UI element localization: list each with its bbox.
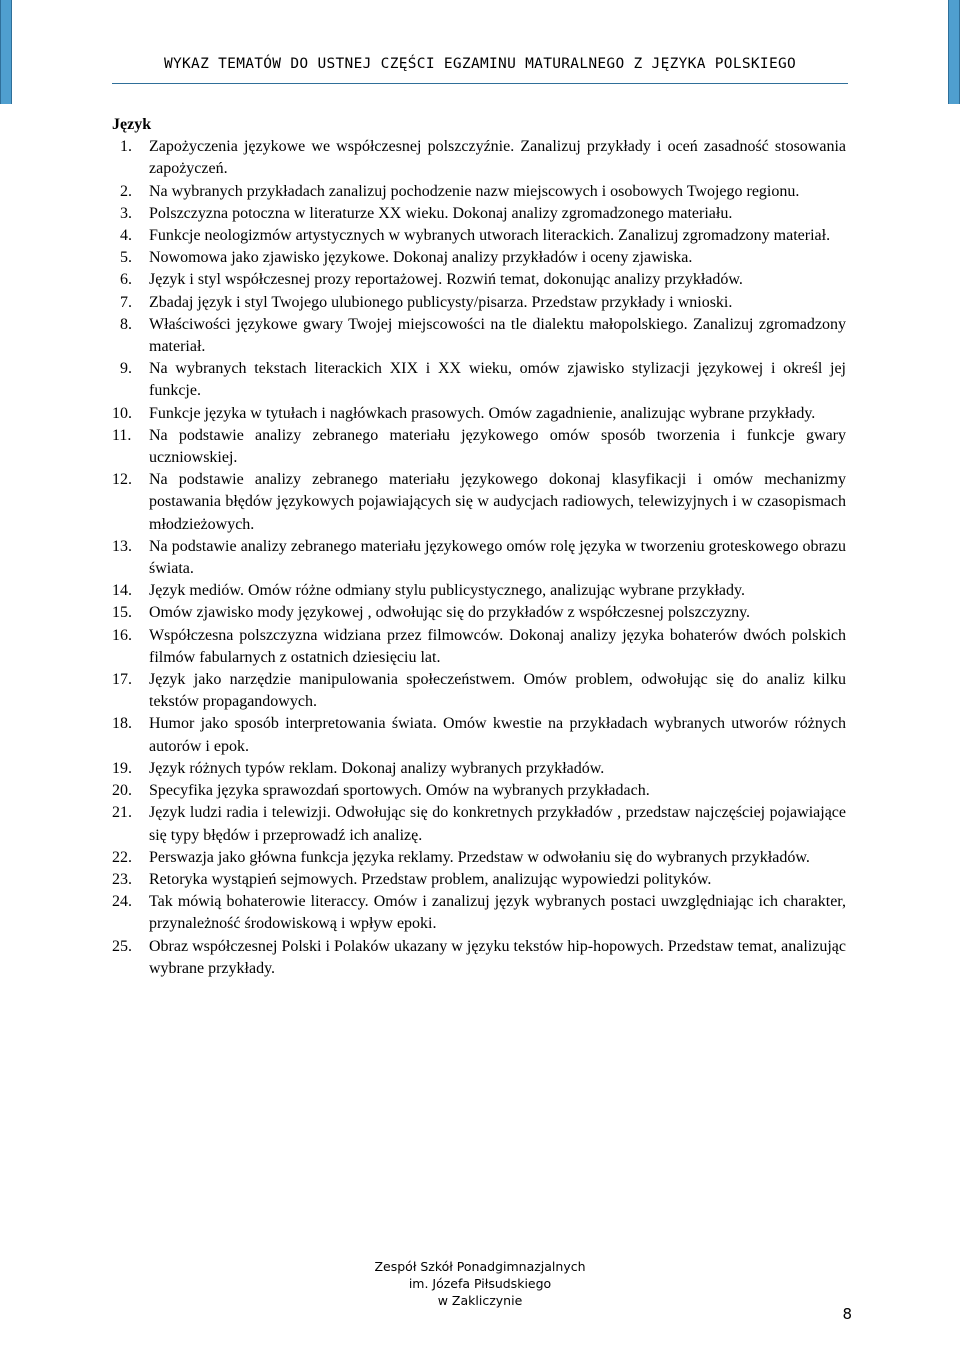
item-text: Funkcje języka w tytułach i nagłówkach prasowych. Omów zagadnienie, analizując wybrane przykłady. xyxy=(149,404,816,422)
item-number: 14. xyxy=(112,582,132,600)
page-header xyxy=(0,0,960,104)
item-text: Zapożyczenia językowe we współczesnej polszczyźnie. Zanalizuj przykłady i oceń zasadność stosowania zapożyczeń. xyxy=(149,138,846,178)
list-item xyxy=(112,847,846,869)
item-text: Polszczyzna potoczna w literaturze XX wieku. Dokonaj analizy zgromadzonego materiału. xyxy=(149,204,733,222)
list-item xyxy=(112,891,846,935)
item-text: Język różnych typów reklam. Dokonaj analizy wybranych przykładów. xyxy=(149,759,605,777)
item-number: 19. xyxy=(112,759,132,777)
list-item xyxy=(112,403,846,425)
list-item xyxy=(112,758,846,780)
list-item xyxy=(112,802,846,846)
item-number: 15. xyxy=(112,604,132,622)
item-number: 11. xyxy=(112,426,132,444)
list-item xyxy=(112,425,846,469)
list-item xyxy=(112,203,846,225)
footer-school-patron: im. Józefa Piłsudskiego xyxy=(408,1276,552,1291)
header-rule xyxy=(112,83,848,84)
item-text: Współczesna polszczyzna widziana przez filmowców. Dokonaj analizy języka bohaterów dwóch polskich filmów fabularnych z ostatnich dziesięciu lat. xyxy=(149,626,846,666)
item-text: Na podstawie analizy zebranego materiału językowego omów sposób tworzenia i funkcje gwary uczniowskiej. xyxy=(149,426,846,467)
list-item xyxy=(112,780,846,802)
topic-list xyxy=(112,136,846,980)
list-item xyxy=(112,625,846,669)
item-number: 9. xyxy=(120,360,132,378)
item-number: 13. xyxy=(112,537,132,555)
item-number: 7. xyxy=(120,293,132,311)
page-number: 8 xyxy=(842,1305,852,1323)
list-item xyxy=(112,869,846,891)
item-number: 6. xyxy=(120,271,132,289)
item-number: 5. xyxy=(120,249,132,267)
item-number: 1. xyxy=(120,138,132,156)
item-number: 17. xyxy=(112,671,132,689)
item-number: 2. xyxy=(120,182,132,200)
list-item xyxy=(112,536,846,580)
section-title: Język xyxy=(112,116,152,133)
list-item xyxy=(112,247,846,269)
list-item xyxy=(112,602,846,624)
item-number: 24. xyxy=(112,893,132,911)
footer-school-name: Zespół Szkół Ponadgimnazjalnych xyxy=(374,1259,586,1274)
list-item xyxy=(112,469,846,536)
item-text: Język jako narzędzie manipulowania społeczeństwem. Omów problem, odwołując się do analiz kilku tekstów propagandowych. xyxy=(149,671,846,711)
page-footer xyxy=(0,1258,960,1309)
item-number: 22. xyxy=(112,848,132,866)
list-item xyxy=(112,136,846,180)
item-text: Retoryka wystąpień sejmowych. Przedstaw problem, analizując wypowiedzi polityków. xyxy=(149,870,712,888)
item-text: Na wybranych przykładach zanalizuj pochodzenie nazw miejscowych i osobowych Twojego regionu. xyxy=(149,182,800,200)
item-number: 20. xyxy=(112,782,132,800)
header-left-bar xyxy=(0,0,12,104)
item-text: Funkcje neologizmów artystycznych w wybranych utworach literackich. Zanalizuj zgromadzony materiał. xyxy=(149,227,831,245)
list-item xyxy=(112,181,846,203)
list-item xyxy=(112,269,846,291)
item-text: Obraz współczesnej Polski i Polaków ukazany w języku tekstów hip-hopowych. Przedstaw temat, analizując wybrane przykłady. xyxy=(149,937,846,977)
item-text: Nowomowa jako zjawisko językowe. Dokonaj analizy przykładów i oceny zjawiska. xyxy=(149,249,693,267)
list-item xyxy=(112,358,846,402)
item-text: Język mediów. Omów różne odmiany stylu publicystycznego, analizując wybrane przykłady. xyxy=(149,582,745,600)
item-number: 10. xyxy=(112,404,132,422)
item-text: Tak mówią bohaterowie literaccy. Omów i zanalizuj język wybranych postaci uwzględniając ich charakter, przynależność środowiskową i wpływ epoki. xyxy=(149,893,846,933)
item-number: 4. xyxy=(120,227,132,245)
item-number: 25. xyxy=(112,937,132,955)
list-item xyxy=(112,669,846,713)
item-text: Na podstawie analizy zebranego materiału językowego dokonaj klasyfikacji i omów mechanizmy postawania błędów językowych pojawiających się w audycjach radiowych, telewizyjnych i w czasopismach młodzieżowych. xyxy=(149,471,846,533)
footer-school-location: w Zakliczynie xyxy=(437,1293,523,1308)
item-number: 23. xyxy=(112,870,132,888)
item-text: Na wybranych tekstach literackich XIX i XX wieku, omów zjawisko stylizacji językowej i określ jej funkcje. xyxy=(149,360,846,400)
item-text: Perswazja jako główna funkcja języka reklamy. Przedstaw w odwołaniu się do wybranych przykładów. xyxy=(149,848,810,866)
item-number: 8. xyxy=(120,315,132,333)
item-text: Na podstawie analizy zebranego materiału językowego omów rolę języka w tworzeniu groteskowego obrazu świata. xyxy=(149,537,846,578)
list-item xyxy=(112,580,846,602)
item-text: Specyfika języka sprawozdań sportowych. Omów na wybranych przykładach. xyxy=(149,782,650,800)
list-item xyxy=(112,713,846,757)
list-item xyxy=(112,292,846,314)
topic-list-section xyxy=(112,114,846,980)
header-right-bar xyxy=(948,0,960,104)
list-item xyxy=(112,314,846,358)
item-text: Język ludzi radia i telewizji. Odwołując się do konkretnych przykładów , przedstaw najczęściej pojawiające się typy błędów i przeprowadź ich analizę. xyxy=(149,804,846,844)
list-item xyxy=(112,936,846,980)
item-number: 18. xyxy=(112,715,132,733)
item-number: 12. xyxy=(112,471,132,489)
item-text: Zbadaj język i styl Twojego ulubionego publicysty/pisarza. Przedstaw przykłady i wnioski. xyxy=(149,293,733,311)
item-text: Język i styl współczesnej prozy reportażowej. Rozwiń temat, dokonując analizy przykładów. xyxy=(149,271,743,289)
list-item xyxy=(112,225,846,247)
item-number: 3. xyxy=(120,204,132,222)
item-text: Właściwości językowe gwary Twojej miejscowości na tle dialektu małopolskiego. Zanalizuj zgromadzony materiał. xyxy=(149,315,846,356)
item-number: 16. xyxy=(112,626,132,644)
item-text: Humor jako sposób interpretowania świata. Omów kwestie na przykładach wybranych utworów różnych autorów i epok. xyxy=(149,715,846,755)
header-title: WYKAZ TEMATÓW DO USTNEJ CZĘŚCI EGZAMINU MATURALNEGO Z JĘZYKA POLSKIEGO xyxy=(163,56,797,72)
item-number: 21. xyxy=(112,804,132,822)
item-text: Omów zjawisko mody językowej , odwołując się do przykładów z współczesnej polszczyzny. xyxy=(149,604,751,622)
